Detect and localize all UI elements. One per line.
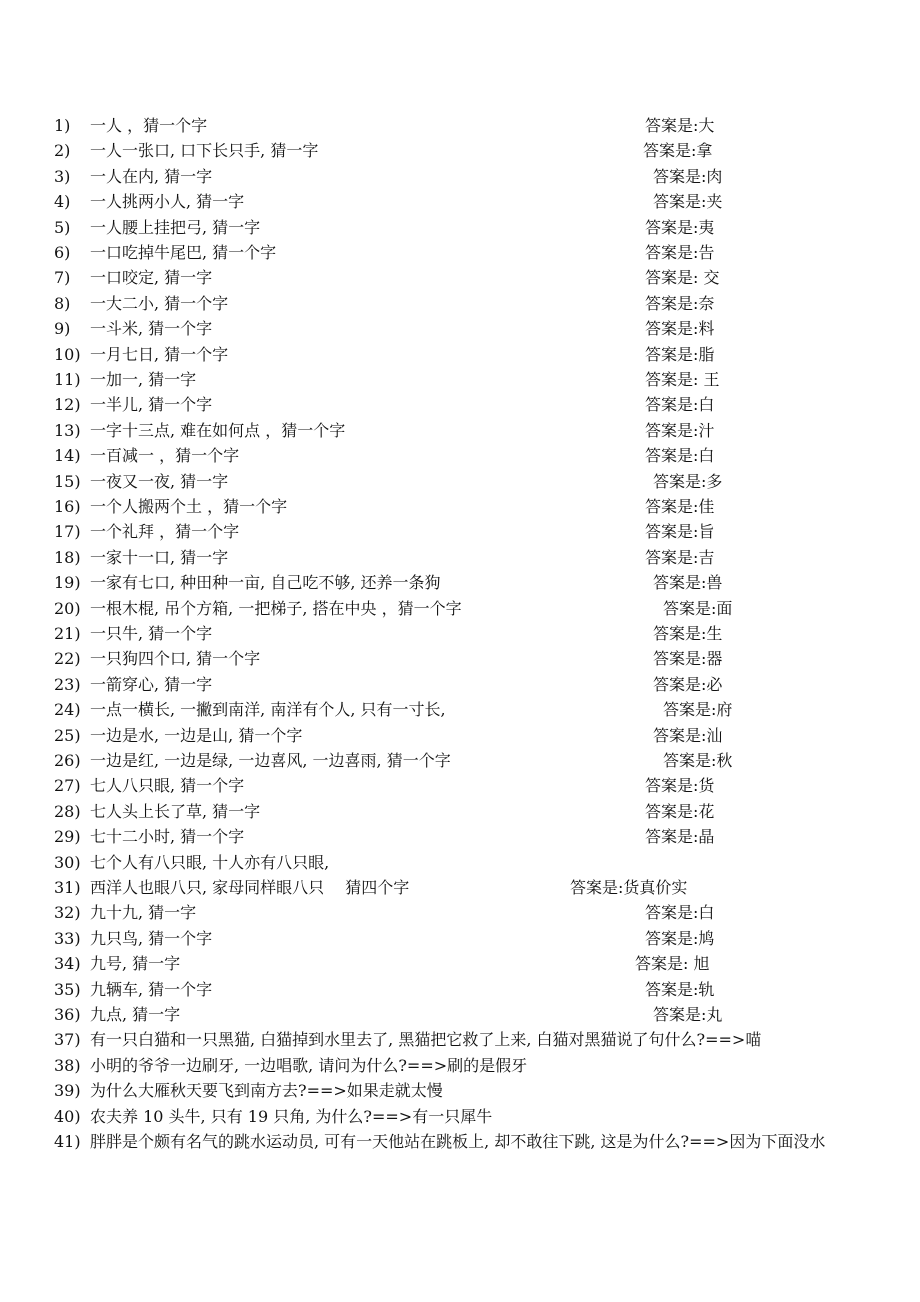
answer-value: 料: [698, 319, 715, 339]
answer-prefix: 答案是:: [645, 319, 699, 339]
item-number: 22): [54, 649, 81, 669]
item-number: 4): [54, 192, 71, 212]
riddle-question: 九辆车, 猜一个字: [90, 979, 213, 999]
answer-prefix: 答案是:: [645, 420, 699, 440]
riddle-answer: [645, 215, 714, 240]
answer-prefix: 答案是:: [570, 878, 624, 897]
answer-value: 拿: [696, 141, 713, 161]
answer-prefix: 答案是:: [653, 471, 707, 491]
riddle-question: 一百减一 ，猜一个字: [90, 446, 240, 466]
riddle-question: 一人腰上挂把弓, 猜一字: [90, 217, 261, 237]
answer-prefix: 答案是:: [653, 166, 707, 186]
answer-value: 王: [698, 370, 720, 389]
riddle-answer: [645, 113, 714, 138]
item-number: 17): [54, 522, 81, 542]
riddle-question: 一斗米, 猜一个字: [90, 319, 213, 339]
answer-prefix: 答案是:: [663, 700, 717, 720]
riddle-answer: [645, 824, 714, 849]
riddle-question: 一大二小, 猜一个字: [90, 293, 229, 313]
answer-prefix: 答案是:: [663, 751, 717, 770]
item-number: 23): [54, 674, 81, 694]
answer-prefix: 答案是:: [645, 928, 699, 948]
item-number: 14): [54, 446, 81, 466]
riddle-answer: [645, 240, 714, 265]
item-number: 32): [54, 903, 81, 923]
item-number: 8): [54, 293, 71, 313]
answer-value: 晶: [698, 827, 715, 847]
riddle-question: 一边是红, 一边是绿, 一边喜风, 一边喜雨, 猜一个字: [90, 751, 451, 770]
answer-value: 货真价实: [623, 878, 688, 897]
riddle-question: 有一只白猫和一只黑猫, 白猫掉到水里去了, 黑猫把它救了上来, 白猫对黑猫说了句什么?==>喵: [90, 1030, 762, 1050]
item-number: 3): [54, 166, 71, 186]
riddle-answer: [645, 316, 714, 341]
answer-prefix: 答案是:: [645, 776, 699, 796]
item-number: 30): [54, 852, 81, 872]
answer-prefix: 答案是:: [645, 293, 699, 313]
item-number: 28): [54, 801, 81, 821]
riddle-question: 一半儿, 猜一个字: [90, 395, 213, 415]
riddle-answer: [645, 418, 714, 443]
riddle-answer: [645, 265, 720, 290]
item-number: 39): [54, 1081, 81, 1101]
riddle-question: 胖胖是个颇有名气的跳水运动员, 可有一天他站在跳板上, 却不敢往下跳, 这是为什么?==>因为下面没水: [90, 1132, 826, 1151]
answer-prefix: 答案是:: [645, 217, 699, 237]
item-number: 10): [54, 344, 81, 364]
answer-prefix: 答案是:: [645, 446, 699, 466]
answer-value: 汕: [706, 725, 723, 745]
riddle-question: 一只牛, 猜一个字: [90, 624, 213, 643]
answer-value: 必: [706, 674, 723, 694]
answer-value: 旨: [698, 522, 715, 542]
item-number: 7): [54, 268, 71, 288]
riddle-answer: [570, 875, 687, 900]
answer-prefix: 答案是:: [653, 649, 707, 669]
answer-prefix: 答案是:: [643, 141, 697, 161]
answer-value: 面: [716, 598, 733, 618]
riddle-question: 一人在内, 猜一字: [90, 166, 213, 186]
riddle-answer: [653, 164, 722, 189]
answer-value: 兽: [706, 573, 723, 593]
answer-value: 白: [698, 903, 715, 923]
riddle-question: 九只鸟, 猜一个字: [90, 928, 213, 948]
riddle-answer: [645, 926, 714, 951]
answer-value: 秋: [716, 751, 733, 770]
riddle-answer: [645, 799, 714, 824]
answer-value: 告: [698, 243, 715, 262]
riddle-question: 西洋人也眼八只, 家母同样眼八只 猜四个字: [90, 878, 410, 897]
riddle-answer: [663, 748, 732, 773]
answer-prefix: 答案是:: [645, 268, 699, 288]
item-number: 2): [54, 141, 71, 161]
answer-value: 货: [698, 776, 715, 796]
riddle-answer: [645, 443, 714, 468]
riddle-answer: [645, 977, 714, 1002]
riddle-answer: [653, 189, 722, 214]
item-number: 9): [54, 319, 71, 339]
riddle-question: 七个人有八只眼, 十人亦有八只眼,: [90, 852, 330, 872]
riddle-question: 一边是水, 一边是山, 猜一个字: [90, 725, 303, 745]
riddle-question: 小明的爷爷一边刷牙, 一边唱歌, 请问为什么?==>刷的是假牙: [90, 1055, 528, 1075]
riddle-answer: [653, 469, 722, 494]
answer-prefix: 答案是:: [645, 243, 699, 262]
answer-value: 汁: [698, 420, 715, 440]
item-number: 11): [54, 370, 81, 389]
answer-prefix: 答案是:: [635, 954, 689, 974]
riddle-question: 一夜又一夜, 猜一字: [90, 471, 229, 491]
answer-value: 交: [698, 268, 720, 288]
answer-value: 夷: [698, 217, 715, 237]
answer-prefix: 答案是:: [653, 725, 707, 745]
answer-prefix: 答案是:: [645, 344, 699, 364]
riddle-question: 一人 ，猜一个字: [90, 116, 208, 135]
riddle-question: 一人挑两小人, 猜一字: [90, 192, 245, 212]
answer-prefix: 答案是:: [653, 1005, 707, 1024]
riddle-answer: [645, 773, 714, 798]
riddle-question: 一月七日, 猜一个字: [90, 344, 229, 364]
answer-prefix: 答案是:: [645, 370, 699, 389]
riddle-answer: [653, 570, 722, 595]
answer-value: 轨: [698, 979, 715, 999]
item-number: 26): [54, 751, 81, 770]
item-number: 16): [54, 497, 81, 516]
riddle-question: 一个人搬两个土 ，猜一个字: [90, 497, 288, 516]
riddle-question: 七人头上长了草, 猜一字: [90, 801, 261, 821]
riddle-answer: [653, 723, 722, 748]
riddle-question: 七人八只眼, 猜一个字: [90, 776, 245, 796]
answer-prefix: 答案是:: [645, 395, 699, 415]
item-number: 25): [54, 725, 81, 745]
riddle-answer: [645, 342, 714, 367]
riddle-question: 一家十一口, 猜一字: [90, 547, 229, 567]
item-number: 41): [54, 1132, 81, 1151]
item-number: 1): [54, 116, 71, 135]
riddle-answer: [653, 621, 722, 646]
answer-value: 夹: [706, 192, 723, 212]
answer-prefix: 答案是:: [645, 547, 699, 567]
riddle-question: 九十九, 猜一字: [90, 903, 197, 923]
answer-value: 多: [706, 471, 723, 491]
riddle-answer: [645, 392, 714, 417]
item-number: 33): [54, 928, 81, 948]
riddle-answer: [653, 1002, 722, 1027]
answer-value: 器: [706, 649, 723, 669]
answer-prefix: 答案是:: [653, 624, 707, 643]
item-number: 27): [54, 776, 81, 796]
riddle-question: 农夫养 10 头牛, 只有 19 只角, 为什么?==>有一只犀牛: [90, 1106, 493, 1126]
riddle-question: 一口咬定, 猜一字: [90, 268, 213, 288]
answer-value: 丸: [706, 1005, 723, 1024]
riddle-question: 一个礼拜 ，猜一个字: [90, 522, 240, 542]
riddle-answer: [645, 545, 714, 570]
item-number: 37): [54, 1030, 81, 1050]
riddle-answer: [663, 697, 732, 722]
riddle-answer: [635, 951, 710, 976]
riddle-question: 一口吃掉牛尾巴, 猜一个字: [90, 243, 277, 262]
answer-value: 奈: [698, 293, 715, 313]
item-number: 5): [54, 217, 71, 237]
item-number: 12): [54, 395, 81, 415]
riddle-answer: [645, 494, 714, 519]
item-number: 38): [54, 1055, 81, 1075]
answer-prefix: 答案是:: [645, 522, 699, 542]
riddle-answer: [653, 672, 722, 697]
riddle-question: 为什么大雁秋天要飞到南方去?==>如果走就太慢: [90, 1081, 443, 1101]
riddle-answer: [663, 596, 732, 621]
item-number: 34): [54, 954, 81, 974]
item-number: 24): [54, 700, 81, 720]
answer-value: 花: [698, 801, 715, 821]
riddle-question: 九点, 猜一字: [90, 1005, 181, 1024]
answer-prefix: 答案是:: [645, 827, 699, 847]
item-number: 15): [54, 471, 81, 491]
item-number: 35): [54, 979, 81, 999]
answer-value: 鸠: [698, 928, 715, 948]
answer-value: 旭: [688, 954, 710, 974]
answer-value: 生: [706, 624, 723, 643]
answer-value: 府: [716, 700, 733, 720]
riddle-answer: [643, 138, 712, 163]
answer-value: 脂: [698, 344, 715, 364]
item-number: 40): [54, 1106, 81, 1126]
answer-prefix: 答案是:: [653, 192, 707, 212]
riddle-question: 一箭穿心, 猜一字: [90, 674, 213, 694]
item-number: 29): [54, 827, 81, 847]
riddle-question: 一只狗四个口, 猜一个字: [90, 649, 261, 669]
riddle-answer: [645, 367, 720, 392]
riddle-answer: [645, 900, 714, 925]
answer-prefix: 答案是:: [653, 674, 707, 694]
riddle-question: 一根木棍, 吊个方箱, 一把梯子, 搭在中央 ，猜一个字: [90, 598, 462, 618]
riddle-answer: [653, 646, 722, 671]
riddle-question: 一点一横长, 一撇到南洋, 南洋有个人, 只有一寸长,: [90, 700, 446, 720]
answer-prefix: 答案是:: [653, 573, 707, 593]
riddle-question: 一人一张口, 口下长只手, 猜一字: [90, 141, 319, 161]
riddle-question: 一加一, 猜一字: [90, 370, 197, 389]
answer-value: 肉: [706, 166, 723, 186]
item-number: 36): [54, 1005, 81, 1024]
answer-prefix: 答案是:: [645, 903, 699, 923]
answer-value: 吉: [698, 547, 715, 567]
answer-prefix: 答案是:: [645, 979, 699, 999]
item-number: 6): [54, 243, 71, 262]
answer-prefix: 答案是:: [645, 116, 699, 135]
riddle-question: 七十二小时, 猜一个字: [90, 827, 245, 847]
item-number: 13): [54, 420, 81, 440]
item-number: 20): [54, 598, 81, 618]
answer-prefix: 答案是:: [663, 598, 717, 618]
riddle-question: 一家有七口, 种田种一亩, 自己吃不够, 还养一条狗: [90, 573, 441, 593]
riddle-question: 一字十三点, 难在如何点 ，猜一个字: [90, 420, 346, 440]
answer-prefix: 答案是:: [645, 801, 699, 821]
item-number: 18): [54, 547, 81, 567]
riddle-answer: [645, 519, 714, 544]
answer-value: 大: [698, 116, 715, 135]
item-number: 21): [54, 624, 81, 643]
item-number: 19): [54, 573, 81, 593]
riddle-question: 九号, 猜一字: [90, 954, 181, 974]
item-number: 31): [54, 878, 81, 897]
answer-value: 白: [698, 395, 715, 415]
answer-value: 白: [698, 446, 715, 466]
answer-prefix: 答案是:: [645, 497, 699, 516]
answer-value: 佳: [698, 497, 715, 516]
riddle-answer: [645, 291, 714, 316]
